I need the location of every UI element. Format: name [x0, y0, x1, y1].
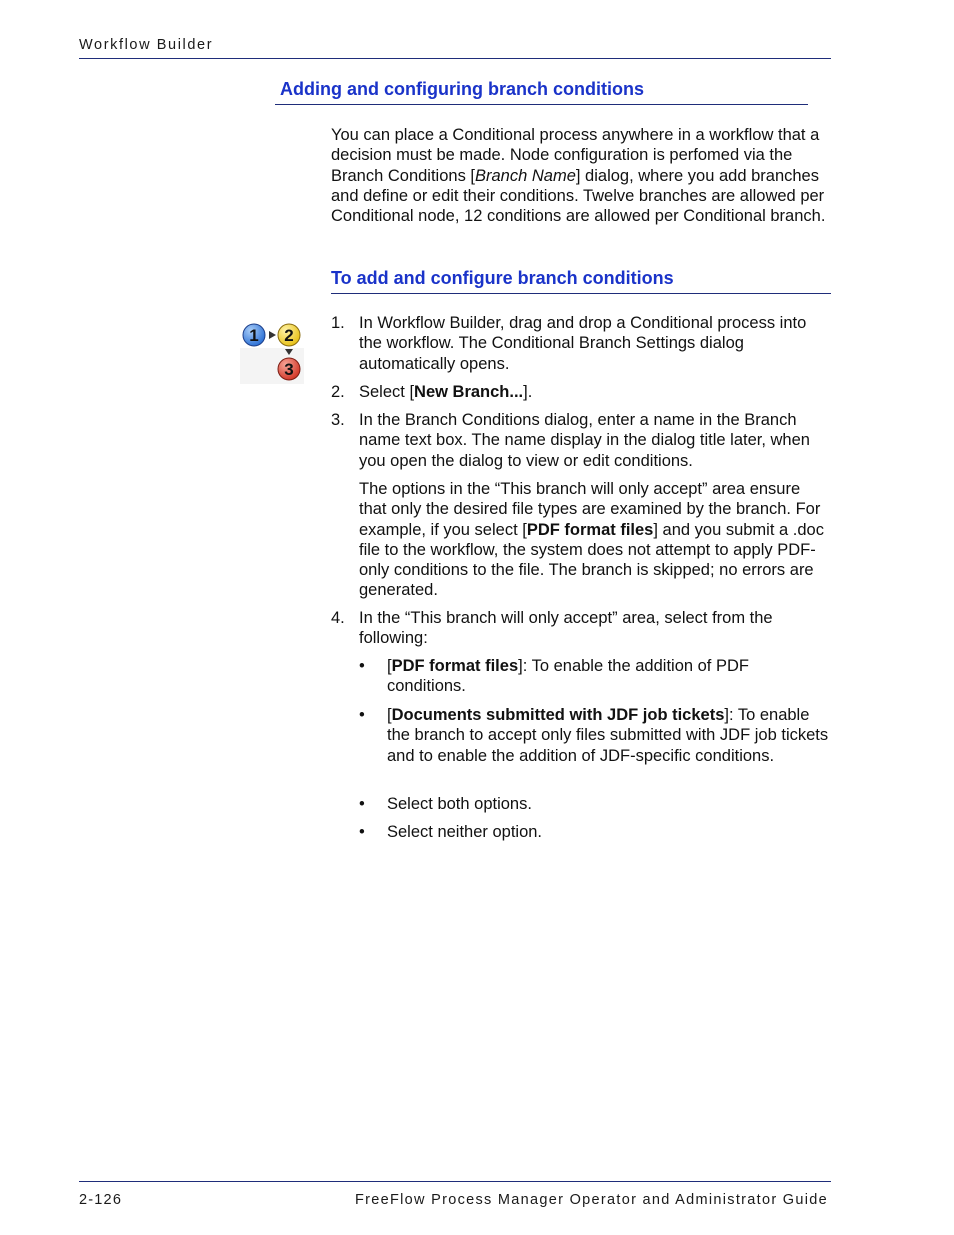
step-two-number: 2	[284, 326, 294, 345]
section-title-rule	[275, 104, 808, 105]
running-head: Workflow Builder	[79, 37, 214, 53]
procedure-title-rule	[331, 293, 831, 294]
step-text: In the Branch Conditions dialog, enter a name in the Branch name text box. The name display in the dialog title later, when you open the dialog to view or edit conditions.	[359, 411, 810, 470]
intro-paragraph	[331, 125, 831, 226]
step-3-note: The options in the “This branch will only accept” area ensure that only the desired file types are examined by the branch. For example, if you select [PDF format files] and you submit a .doc file to the workflow, the system does not attempt to apply PDF-only conditions to the file. The branch is skipped; no errors are generated.	[359, 480, 824, 600]
header-rule	[79, 58, 831, 59]
step-number: 1.	[331, 314, 345, 332]
step-three-number: 3	[284, 360, 294, 379]
step-one-number: 1	[249, 326, 259, 345]
intro-italic-branch-name: Branch Name	[475, 166, 576, 185]
bullet-icon: •	[359, 657, 365, 675]
bullet-icon: •	[359, 823, 365, 841]
step-text: In the “This branch will only accept” area, select from the following:	[359, 609, 773, 648]
pdf-format-files-label: PDF format files	[526, 520, 654, 539]
page-number: 2-126	[79, 1192, 123, 1208]
procedure-title: To add and configure branch conditions	[331, 268, 674, 288]
bullet-text: [Documents submitted with JDF job tickets]: To enable the branch to accept only files submitted with JDF job tickets and to enable the addition of JDF-specific conditions.	[387, 706, 829, 765]
new-branch-label: New Branch...	[414, 383, 524, 401]
bullet-text: Select neither option.	[387, 823, 543, 841]
intro-text-start: You can place a Conditional process anywhere in a workflow that a decision must be made. Node configuration is perfomed via the Branch Conditions [	[331, 126, 820, 185]
bullet-icon: •	[359, 706, 365, 724]
footer-rule	[79, 1181, 831, 1182]
steps-icon	[240, 320, 304, 384]
section-title: Adding and configuring branch conditions	[280, 79, 644, 99]
bullet-text: [PDF format files]: To enable the addition of PDF conditions.	[387, 657, 749, 696]
step-text: Select [New Branch...].	[359, 383, 533, 401]
guide-title: FreeFlow Process Manager Operator and Administrator Guide	[354, 1192, 828, 1208]
bullet-text: Select both options.	[387, 795, 532, 813]
intro-text-end: ] dialog, where you add branches and define or edit their conditions. Twelve branches are allowed per Conditional node, 12 conditions are allowed per Conditional branch.	[331, 166, 826, 226]
bullet-icon: •	[359, 795, 365, 813]
arrow-right-icon	[269, 331, 276, 339]
step-number: 4.	[331, 609, 345, 627]
step-number: 2.	[331, 383, 345, 401]
step-text: In Workflow Builder, drag and drop a Conditional process into the workflow. The Conditional Branch Settings dialog automatically opens.	[359, 314, 807, 373]
step-number: 3.	[331, 411, 345, 429]
